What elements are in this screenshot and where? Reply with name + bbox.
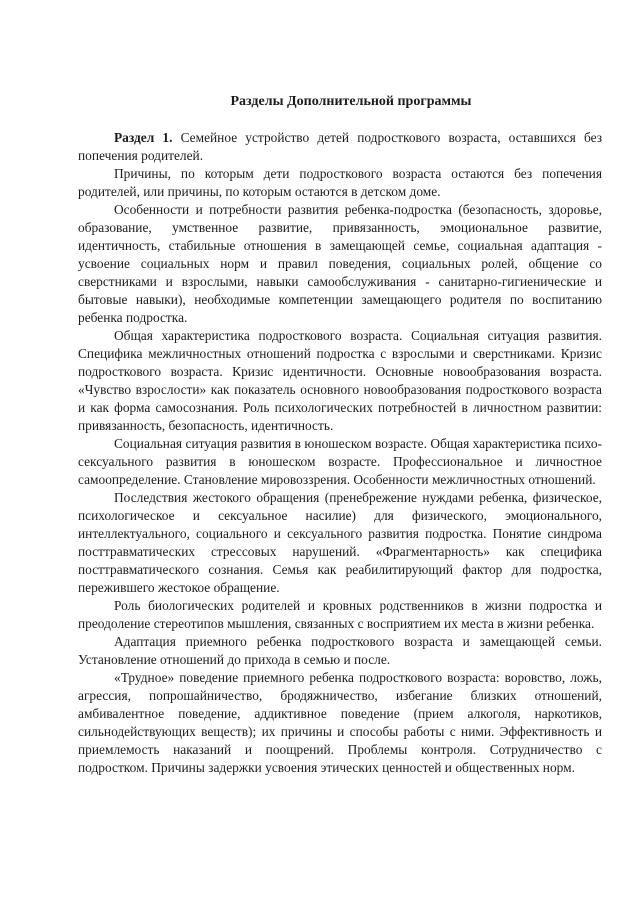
document-body [78, 129, 602, 777]
paragraph: Социальная ситуация развития в юношеском возрасте. Общая характеристика психо-сексуального развития в юношеском возрасте. Профессиональное и личностное самоопределение. Становление мировоззрения. Особенности межличностных отношений. [78, 436, 602, 487]
paragraph: Роль биологических родителей и кровных родственников в жизни подростка и преодоление стереотипов мышления, связанных с восприятием их места в жизни ребенка. [78, 598, 602, 631]
section-label: Раздел 1. [114, 130, 173, 145]
paragraph-text: Семейное устройство детей подросткового возраста, оставшихся без попечения родителей. [78, 130, 602, 163]
page-title: Разделы Дополнительной программы [230, 94, 472, 109]
paragraph-section-1 [78, 129, 602, 165]
paragraph: Особенности и потребности развития ребенка-подростка (безопасность, здоровье, образование, умственное развитие, привязанность, эмоциональное развитие, идентичность, стабильные отношения в замещающей семье, социальная адаптация - усвоение социальных норм и правил поведения, социальных ролей, общение со сверстниками и взрослыми, навыки самообслуживания - санитарно-гигиенические и бытовые навыки), необходимые компетенции замещающего родителя по воспитанию ребенка подростка. [78, 202, 602, 325]
paragraph: Адаптация приемного ребенка подросткового возраста и замещающей семьи. Установление отношений до прихода в семью и после. [78, 634, 602, 667]
paragraph: Общая характеристика подросткового возраста. Социальная ситуация развития. Специфика межличностных отношений подростка с взрослыми и сверстниками. Кризис подросткового возраста. Кризис идентичности. Основные новообразования возраста. «Чувство взрослости» как показатель основного новообразования подросткового возраста и как форма самосознания. Роль психологических потребностей в личностном развитии: привязанность, безопасность, идентичность. [78, 328, 602, 433]
paragraph: Причины, по которым дети подросткового возраста остаются без попечения родителей, или причины, по которым остаются в детском доме. [78, 166, 602, 199]
paragraph: Последствия жестокого обращения (пренебрежение нуждами ребенка, физическое, психологическое и сексуальное насилие) для физического, эмоционального, интеллектуального, социального и сексуального развития подростка. Понятие синдрома посттравматических стрессовых нарушений. «Фрагментарность» как специфика посттравматического сознания. Семья как реабилитирующий фактор для подростка, пережившего жестокое обращение. [78, 490, 602, 595]
paragraph: «Трудное» поведение приемного ребенка подросткового возраста: воровство, ложь, агрессия, попрошайничество, бродяжничество, избегание близких отношений, амбивалентное поведение, аддиктивное поведение (прием алкоголя, наркотиков, сильнодействующих веществ); их причины и способы работы с ними. Эффективность и приемлемость наказаний и поощрений. Проблемы контроля. Сотрудничество с подростком. Причины задержки усвоения этических ценностей и общественных норм. [78, 670, 602, 775]
